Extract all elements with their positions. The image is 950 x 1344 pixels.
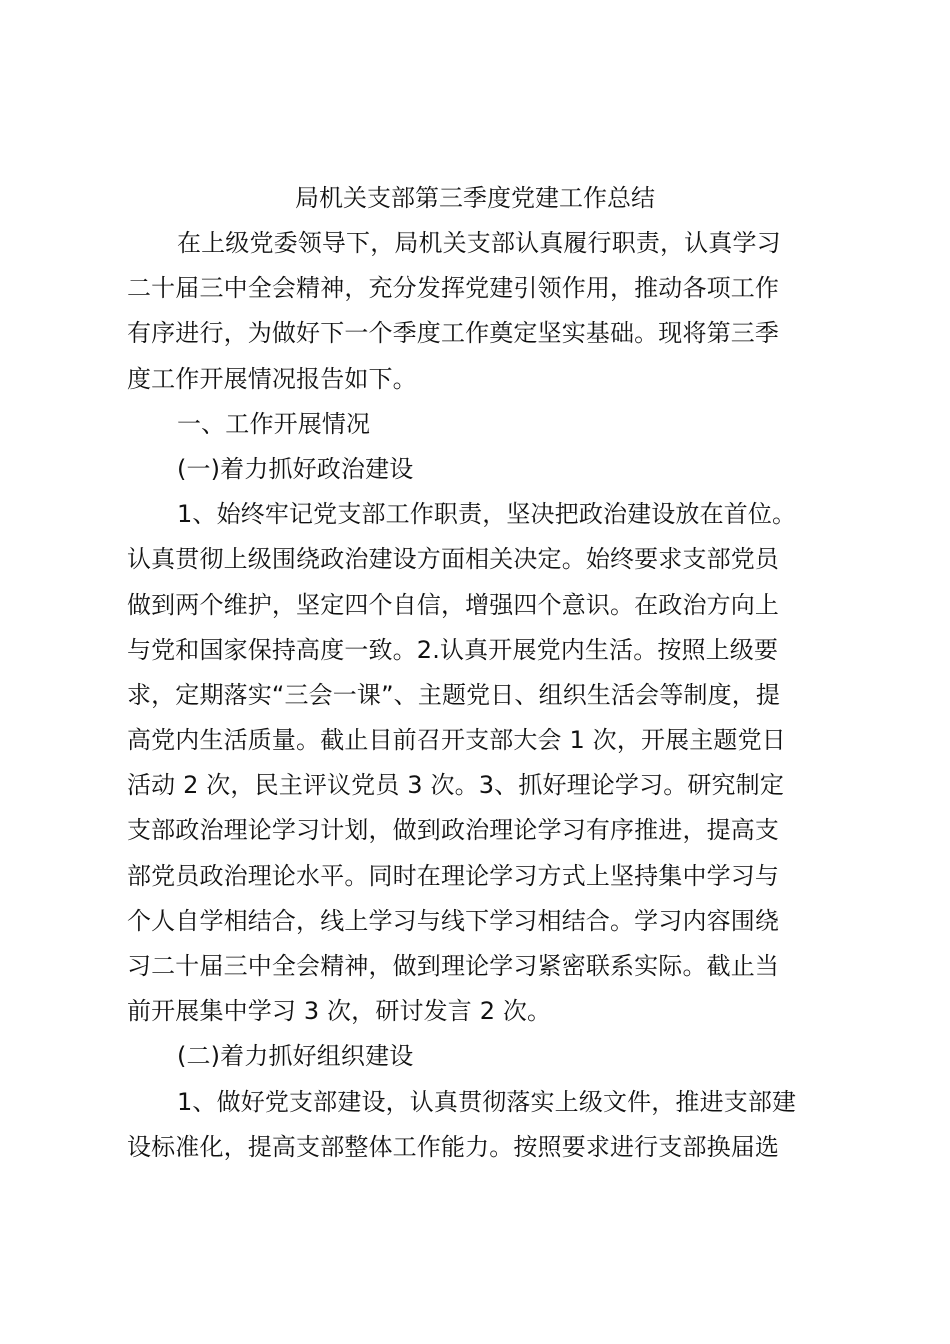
paragraph-intro-line-1: 在上级党委领导下，局机关支部认真履行职责，认真学习: [177, 229, 781, 257]
paragraph-political-line-2: 认真贯彻上级围绕政治建设方面相关决定。始终要求支部党员: [127, 545, 780, 574]
section-heading-work-status: 一、工作开展情况: [177, 409, 371, 438]
paragraph-political-line-8: 支部政治理论学习计划，做到政治理论学习有序推进，提高支: [127, 816, 780, 845]
paragraph-intro-line-3: 有序进行，为做好下一个季度工作奠定坚实基础。现将第三季: [127, 319, 780, 348]
paragraph-organization-line-1: 1、做好党支部建设，认真贯彻落实上级文件，推进支部建: [177, 1087, 797, 1116]
paragraph-political-line-3: 做到两个维护，坚定四个自信，增强四个意识。在政治方向上: [127, 590, 780, 619]
paragraph-political-line-6: 高党内生活质量。截止目前召开支部大会 1 次，开展主题党日: [127, 726, 786, 755]
paragraph-intro-line-2: 二十届三中全会精神，充分发挥党建引领作用，推动各项工作: [127, 274, 780, 303]
paragraph-intro-line-4: 度工作开展情况报告如下。: [127, 364, 417, 393]
paragraph-organization-line-2: 设标准化，提高支部整体工作能力。按照要求进行支部换届选: [127, 1132, 780, 1161]
paragraph-political-line-4: 与党和国家保持高度一致。2.认真开展党内生活。按照上级要: [127, 635, 779, 664]
paragraph-political-line-9: 部党员政治理论水平。同时在理论学习方式上坚持集中学习与: [127, 861, 780, 890]
paragraph-political-line-11: 习二十届三中全会精神，做到理论学习紧密联系实际。截止当: [127, 952, 780, 980]
subsection-heading-political-construction: (一)着力抓好政治建设: [177, 454, 414, 483]
paragraph-political-line-10: 个人自学相结合，线上学习与线下学习相结合。学习内容围绕: [127, 906, 780, 935]
document-title: 局机关支部第三季度党建工作总结: [295, 184, 655, 212]
paragraph-political-line-12: 前开展集中学习 3 次，研讨发言 2 次。: [127, 997, 552, 1026]
paragraph-political-line-7: 活动 2 次，民主评议党员 3 次。3、抓好理论学习。研究制定: [127, 771, 784, 800]
paragraph-political-line-1: 1、始终牢记党支部工作职责，坚决把政治建设放在首位。: [177, 500, 797, 529]
subsection-heading-organization-construction: (二)着力抓好组织建设: [177, 1042, 414, 1071]
paragraph-political-line-5: 求，定期落实“三会一课”、主题党日、组织生活会等制度，提: [127, 680, 781, 709]
document-body: [127, 221, 847, 1170]
